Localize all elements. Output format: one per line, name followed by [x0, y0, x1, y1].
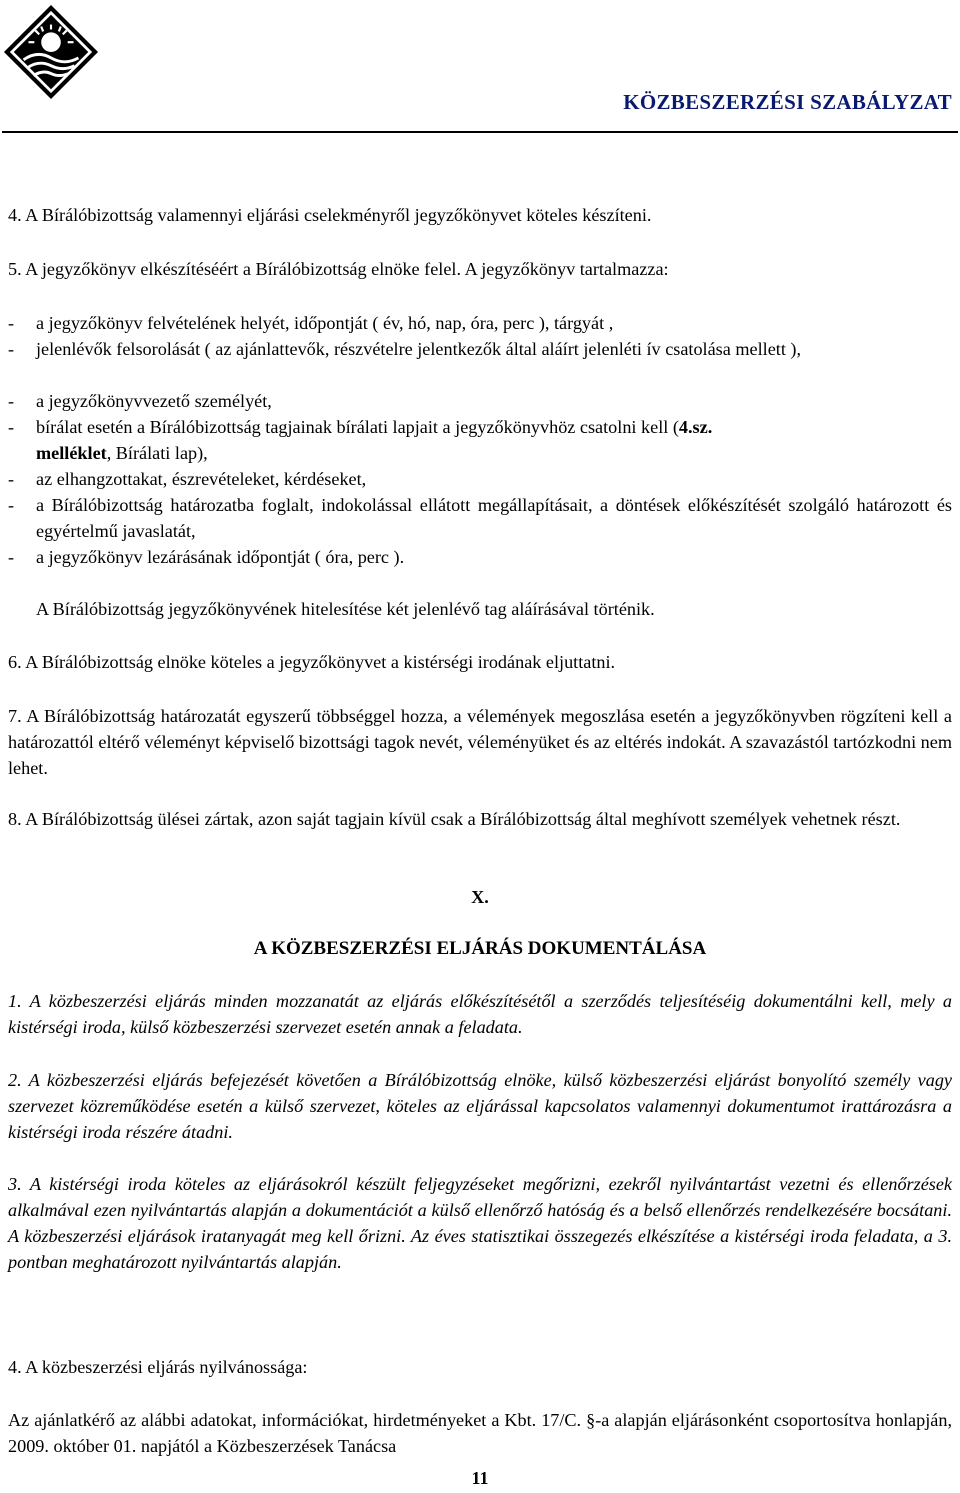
header-divider	[2, 131, 958, 133]
section-title: A KÖZBESZERZÉSI ELJÁRÁS DOKUMENTÁLÁSA	[253, 938, 707, 959]
paragraph-7: 7. A Bírálóbizottság határozatát egyszerű többséggel hozza, a vélemények megoszlása esetén a jegyzőkönyvben rögzíteni kell a határozattól eltérő véleményt képviselő bizottsági tagok nevét, véleményüket és az eltérés indokát. A szavazástól tartózkodni nem lehet.	[8, 706, 952, 778]
paragraph-6: 6. A Bírálóbizottság elnöke köteles a jegyzőkönyvet a kistérségi irodának eljuttatni.	[8, 652, 616, 672]
list-item: - a jegyzőkönyv felvételének helyét, időpontját ( év, hó, nap, óra, perc ), tárgyát ,	[8, 310, 952, 336]
section-item-4-text: Az ajánlatkérő az alábbi adatokat, információkat, hirdetményeket a Kbt. 17/C. §-a alapján eljárásonként csoportosítva honlapján, 2009. október 01. napjától a Közbeszerzések Tanácsa	[8, 1410, 952, 1456]
document-header-title: KÖZBESZERZÉSI SZABÁLYZAT	[623, 90, 952, 114]
authentication-note: A Bírálóbizottság jegyzőkönyvének hitelesítése két jelenlévő tag aláírásával történik.	[36, 599, 655, 619]
list-item: - az elhangzottakat, észrevételeket, kérdéseket,	[8, 466, 952, 492]
organization-logo	[2, 2, 100, 102]
paragraph-5: 5. A jegyzőkönyv elkészítéséért a Bírálóbizottság elnöke felel. A jegyzőkönyv tartalmazza:	[8, 259, 669, 279]
list-dash: -	[8, 417, 15, 437]
section-item-3: 3. A kistérségi iroda köteles az eljárásokról készült feljegyzéseket megőrizni, ezekről nyilvántartást vezetni és ellenőrzések alkalmával ezen nyilvántartás alapján a dokumentációt a külső ellenőrző hatóság és a belső ellenőrzés rendelkezésére bocsátani. A közbeszerzési eljárások iratanyagát meg kell őrizni. Az éves statisztikai összegezés elkészítése a kistérségi iroda feladata, a 3. pontban meghatározott nyilvántartás alapján.	[8, 1174, 952, 1272]
list-dash: -	[8, 469, 15, 489]
list-item: - jelenlévők felsorolását ( az ajánlattevők, részvételre jelentkezők által aláírt jelenléti ív csatolása mellett ),	[8, 336, 952, 362]
page-number: 11	[471, 1468, 489, 1488]
paragraph-4: 4. A Bírálóbizottság valamennyi eljárási cselekményről jegyzőkönyvet köteles készíteni.	[8, 205, 652, 225]
annex-label: melléklet	[36, 443, 107, 463]
list-item: - a Bírálóbizottság határozatba foglalt, indokolással ellátott megállapításait, a döntések előkészítését szolgáló határozott és egyértelmű javaslatát,	[8, 492, 952, 544]
list-dash: -	[8, 495, 15, 515]
section-item-4-heading: 4. A közbeszerzési eljárás nyilvánossága:	[8, 1357, 308, 1377]
list-dash: -	[8, 391, 15, 411]
section-item-2: 2. A közbeszerzési eljárás befejezését követően a Bírálóbizottság elnöke, külső közbeszerzési eljárást bonyolító személy vagy szervezet közreműködése esetén a külső szervezet, köteles az eljárással kapcsolatos valamennyi dokumentumot irattározásra a kistérségi iroda részére átadni.	[8, 1070, 952, 1142]
list-item-continuation: melléklet, Bírálati lap),	[36, 443, 208, 463]
list-item: - a jegyzőkönyv lezárásának időpontját ( óra, perc ).	[8, 544, 952, 570]
section-item-1: 1. A közbeszerzési eljárás minden mozzanatát az eljárás előkészítésétől a szerződés teljesítéséig dokumentálni kell, mely a kistérségi iroda, külső közbeszerzési szervezet esetén annak a feladata.	[8, 991, 952, 1037]
list-dash: -	[8, 547, 15, 567]
list-dash: -	[8, 313, 15, 333]
list-item: - a jegyzőkönyvvezető személyét,	[8, 388, 952, 414]
annex-reference: 4.sz.	[678, 417, 713, 437]
list-dash: -	[8, 339, 15, 359]
list-item: - bírálat esetén a Bírálóbizottság tagjainak bírálati lapjait a jegyzőkönyvhöz csatolni kell (4.sz.	[8, 414, 952, 440]
section-number: X.	[471, 887, 489, 907]
paragraph-8: 8. A Bírálóbizottság ülései zártak, azon saját tagjain kívül csak a Bírálóbizottság által meghívott személyek vehetnek részt.	[8, 809, 901, 829]
